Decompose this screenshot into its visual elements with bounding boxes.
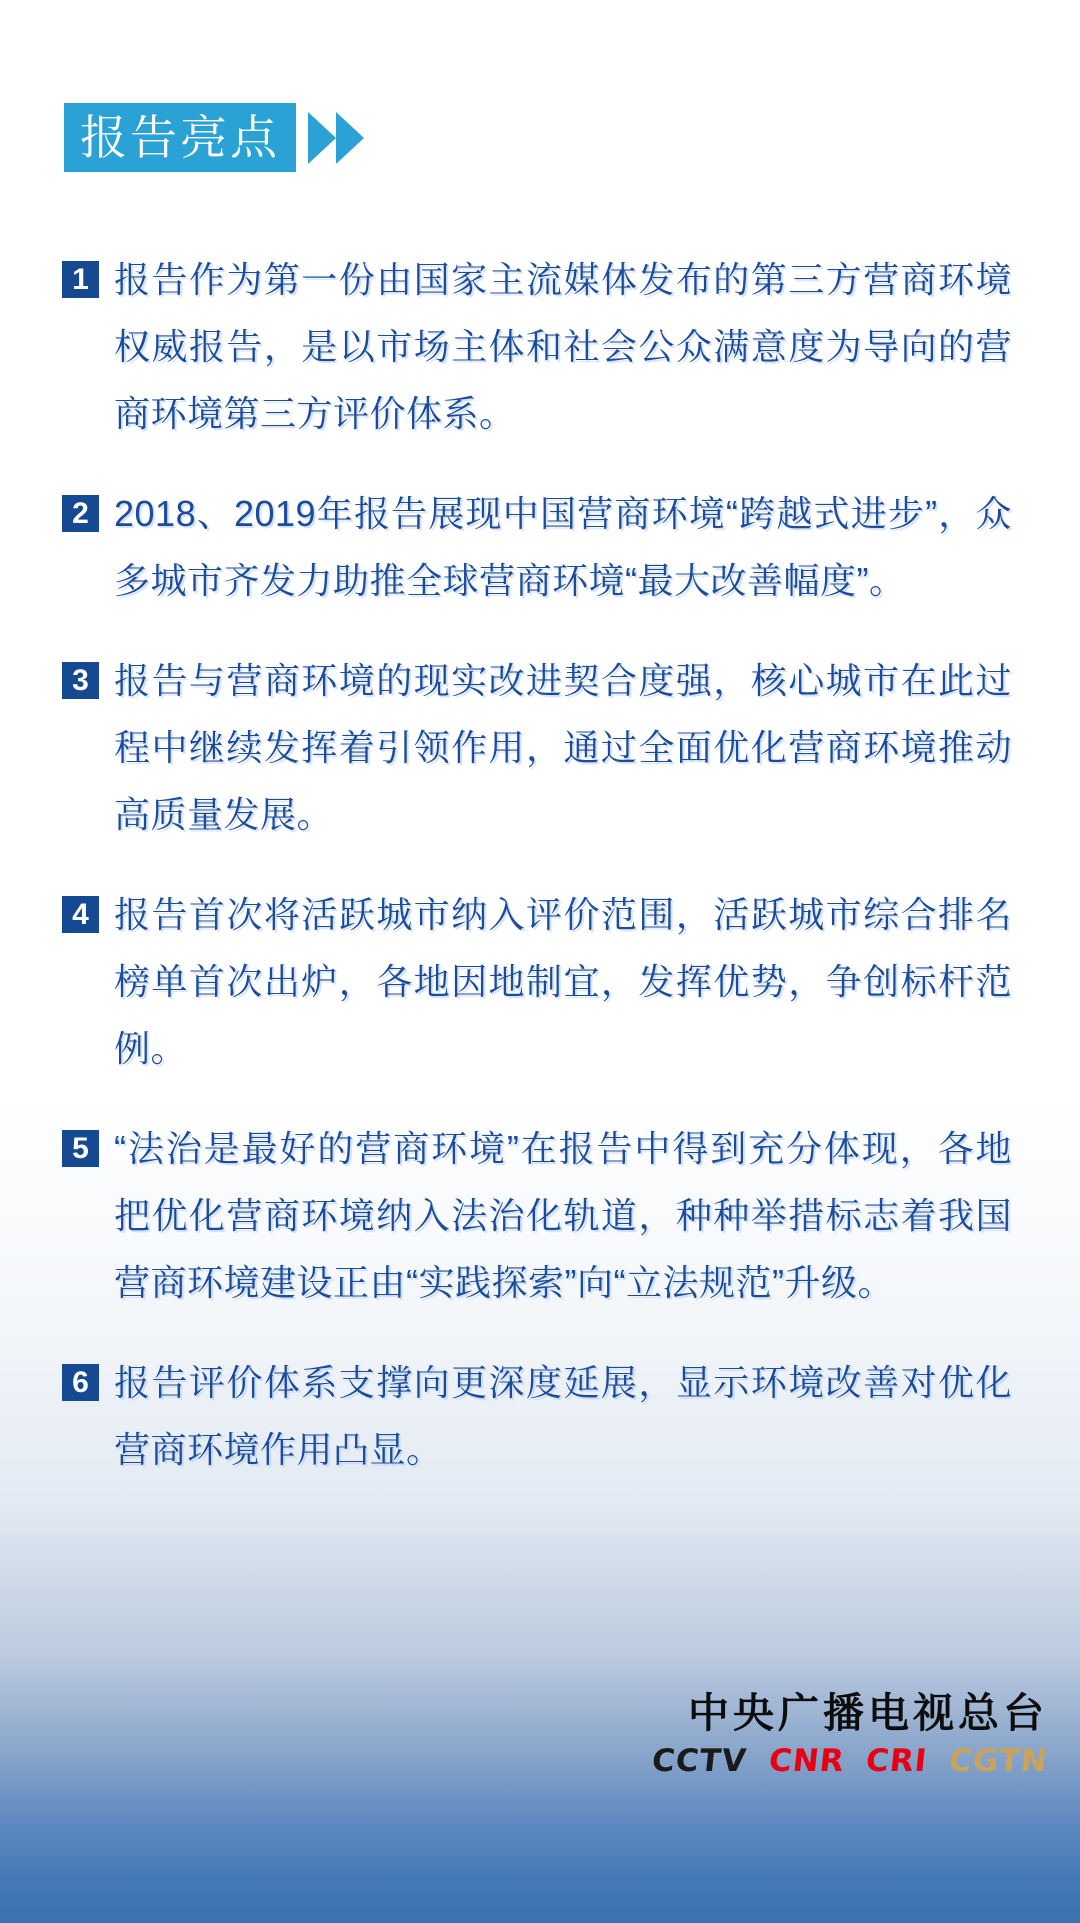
- cctv-logo: CCTV: [649, 1743, 749, 1779]
- list-item: [62, 1115, 1012, 1316]
- item-text: 报告作为第一份由国家主流媒体发布的第三方营商环境权威报告，是以市场主体和社会公众满意度为导向的营商环境第三方评价体系。: [114, 259, 1012, 434]
- item-number-badge: 5: [62, 1130, 99, 1167]
- page-title: 报告亮点: [64, 103, 296, 172]
- item-text: 报告评价体系支撑向更深度延展，显示环境改善对优化营商环境作用凸显。: [114, 1362, 1012, 1470]
- cri-logo: CRI: [864, 1743, 930, 1779]
- item-number-badge: 1: [62, 261, 99, 298]
- highlight-list: [62, 246, 1012, 1516]
- cnr-logo: CNR: [766, 1743, 846, 1779]
- list-item: [62, 647, 1012, 848]
- item-number-badge: 2: [62, 495, 99, 532]
- double-arrow-icon: [306, 109, 368, 167]
- item-number-badge: 6: [62, 1364, 99, 1401]
- list-item: [62, 881, 1012, 1082]
- org-name: 中央广播电视总台: [688, 1690, 1048, 1736]
- list-item: [62, 480, 1012, 614]
- item-text: 报告首次将活跃城市纳入评价范围，活跃城市综合排名榜单首次出炉，各地因地制宜，发挥优势，争创标杆范例。: [114, 894, 1012, 1069]
- list-item: [62, 246, 1012, 447]
- item-text: 报告与营商环境的现实改进契合度强，核心城市在此过程中继续发挥着引领作用，通过全面优化营商环境推动高质量发展。: [114, 660, 1012, 835]
- item-text: 2018、2019年报告展现中国营商环境“跨越式进步”，众多城市齐发力助推全球营商环境“最大改善幅度”。: [114, 493, 1012, 601]
- item-number-badge: 4: [62, 896, 99, 933]
- item-number-badge: 3: [62, 662, 99, 699]
- logo-row: [649, 1743, 1050, 1779]
- header: [64, 103, 368, 172]
- cgtn-logo: CGTN: [947, 1743, 1050, 1779]
- footer-branding: [649, 1680, 1050, 1779]
- list-item: [62, 1349, 1012, 1483]
- item-text: “法治是最好的营商环境”在报告中得到充分体现，各地把优化营商环境纳入法治化轨道，种种举措标志着我国营商环境建设正由“实践探索”向“立法规范”升级。: [114, 1128, 1012, 1303]
